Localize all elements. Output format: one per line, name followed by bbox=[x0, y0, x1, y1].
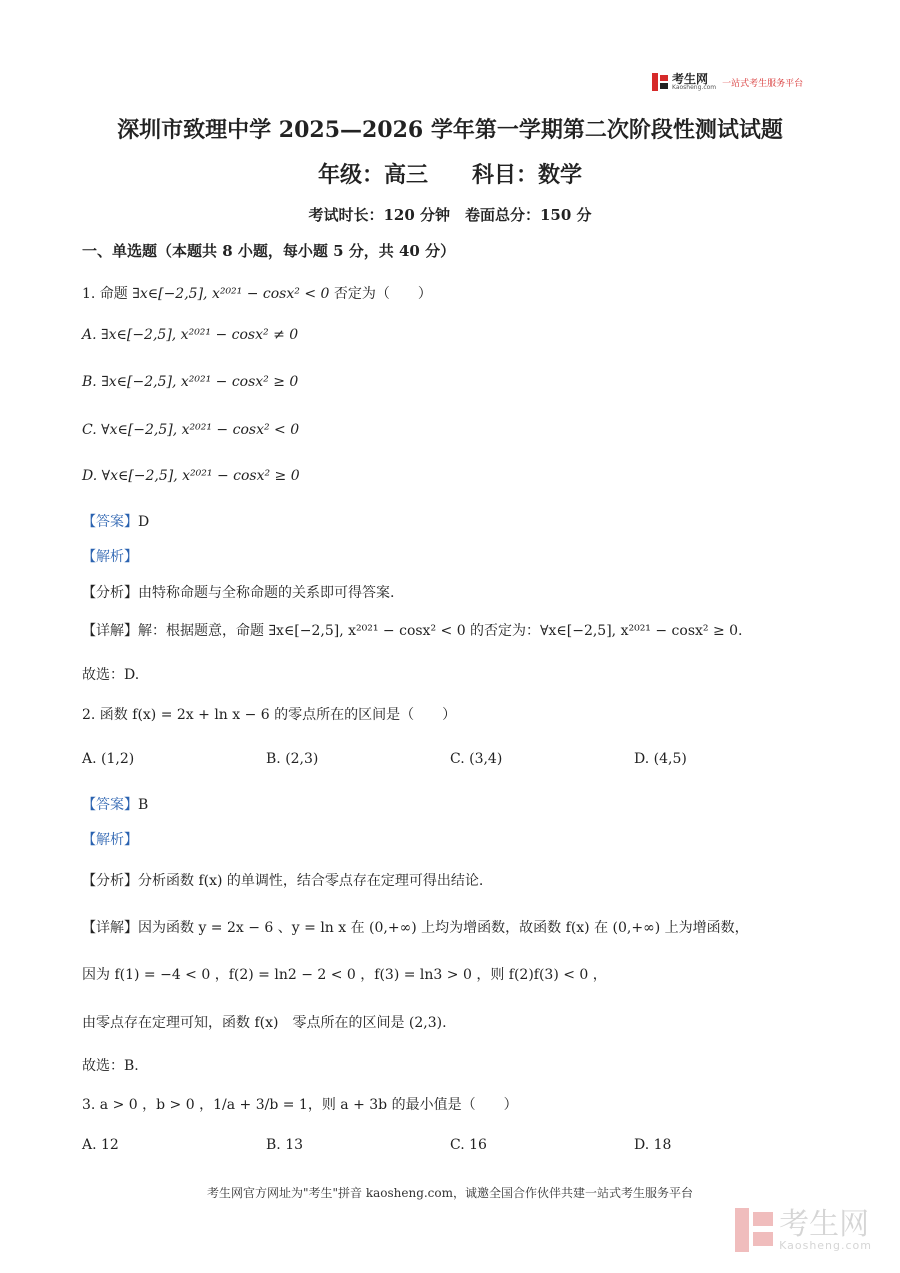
q1-analysis-tag: 【解析】 bbox=[82, 549, 138, 565]
q2-stem: 2. 函数 f(x) = 2x + ln x − 6 的零点所在的区间是（ ） bbox=[82, 707, 457, 723]
q1-option-c: C. ∀x∈[−2,5], x²⁰²¹ − cosx² < 0 bbox=[82, 422, 300, 438]
exam-info: 考试时长：120 分钟 卷面总分：150 分 bbox=[308, 206, 592, 224]
logo-domain: Kaosheng.com bbox=[672, 84, 717, 91]
q1-answer-value: D bbox=[138, 514, 150, 530]
q2-detail-2: 因为 f(1) = −4 < 0 ，f(2) = ln2 − 2 < 0 ，f(3) = ln3 > 0 ，则 f(2)f(3) < 0 ， bbox=[82, 967, 607, 983]
q1-stem-math: ∃x∈[−2,5], x²⁰²¹ − cosx² < 0 bbox=[132, 286, 330, 302]
q2-option-d: D. (4,5) bbox=[634, 751, 687, 767]
q2-answer-value: B bbox=[138, 797, 149, 813]
q1-answer-tag: 【答案】 bbox=[82, 514, 138, 530]
q2-option-c: C. (3,4) bbox=[450, 751, 503, 767]
q3-option-b: B. 13 bbox=[266, 1137, 304, 1153]
q3-option-c: C. 16 bbox=[450, 1137, 487, 1153]
watermark bbox=[735, 1208, 872, 1252]
logo-slogan: 一站式考生服务平台 bbox=[722, 78, 804, 89]
q2-option-b: B. (2,3) bbox=[266, 751, 319, 767]
watermark-logo-icon bbox=[735, 1208, 773, 1252]
q1-option-a: A. ∃x∈[−2,5], x²⁰²¹ − cosx² ≠ 0 bbox=[82, 327, 299, 343]
header-logo bbox=[652, 73, 803, 91]
q1-option-b: B. ∃x∈[−2,5], x²⁰²¹ − cosx² ≥ 0 bbox=[82, 374, 299, 390]
logo-name: 考生网 bbox=[672, 72, 709, 86]
q1-stem-prefix: 1. 命题 bbox=[82, 286, 133, 302]
q3-stem: 3. a > 0 ，b > 0 ，1/a + 3/b = 1，则 a + 3b 的最小值是（ ） bbox=[82, 1097, 518, 1113]
q2-answer bbox=[82, 794, 148, 814]
q2-conclusion: 故选：B. bbox=[82, 1058, 139, 1074]
kaosheng-logo-icon bbox=[652, 73, 668, 91]
q1-conclusion: 故选：D. bbox=[82, 667, 140, 683]
exam-title: 深圳市致理中学 2025—2026 学年第一学期第二次阶段性测试试题 bbox=[117, 117, 783, 143]
watermark-domain: Kaosheng.com bbox=[779, 1238, 872, 1252]
q2-detail-1: 【详解】因为函数 y = 2x − 6 、y = ln x 在 (0,+∞) 上均为增函数，故函数 f(x) 在 (0,+∞) 上为增函数， bbox=[82, 920, 749, 936]
q1-stem-suffix: 否定为（ ） bbox=[329, 286, 432, 302]
q1-option-d: D. ∀x∈[−2,5], x²⁰²¹ − cosx² ≥ 0 bbox=[82, 468, 300, 484]
q2-analysis-tag: 【解析】 bbox=[82, 832, 138, 848]
grade-subject: 年级：高三 科目：数学 bbox=[317, 162, 582, 188]
q1-stem bbox=[82, 283, 432, 303]
q2-analysis: 【分析】分析函数 f(x) 的单调性，结合零点存在定理可得出结论. bbox=[82, 873, 484, 889]
section-title: 一、单选题（本题共 8 小题，每小题 5 分，共 40 分） bbox=[82, 242, 456, 260]
q3-option-d: D. 18 bbox=[634, 1137, 672, 1153]
q1-analysis: 【分析】由特称命题与全称命题的关系即可得答案. bbox=[82, 585, 395, 601]
q2-option-a: A. (1,2) bbox=[82, 751, 135, 767]
q1-detail: 【详解】解：根据题意，命题 ∃x∈[−2,5], x²⁰²¹ − cosx² < 0 的否定为：∀x∈[−2,5], x²⁰²¹ − cosx² ≥ 0. bbox=[82, 623, 743, 639]
q2-detail-3: 由零点存在定理可知，函数 f(x) 零点所在的区间是 (2,3). bbox=[82, 1015, 447, 1031]
q3-option-a: A. 12 bbox=[82, 1137, 119, 1153]
watermark-name: 考生网 bbox=[779, 1206, 870, 1242]
footer-text: 考生网官方网址为"考生"拼音 kaosheng.com，诚邀全国合作伙伴共建一站式考生服务平台 bbox=[206, 1186, 694, 1200]
q1-answer bbox=[82, 511, 149, 531]
q2-answer-tag: 【答案】 bbox=[82, 797, 138, 813]
